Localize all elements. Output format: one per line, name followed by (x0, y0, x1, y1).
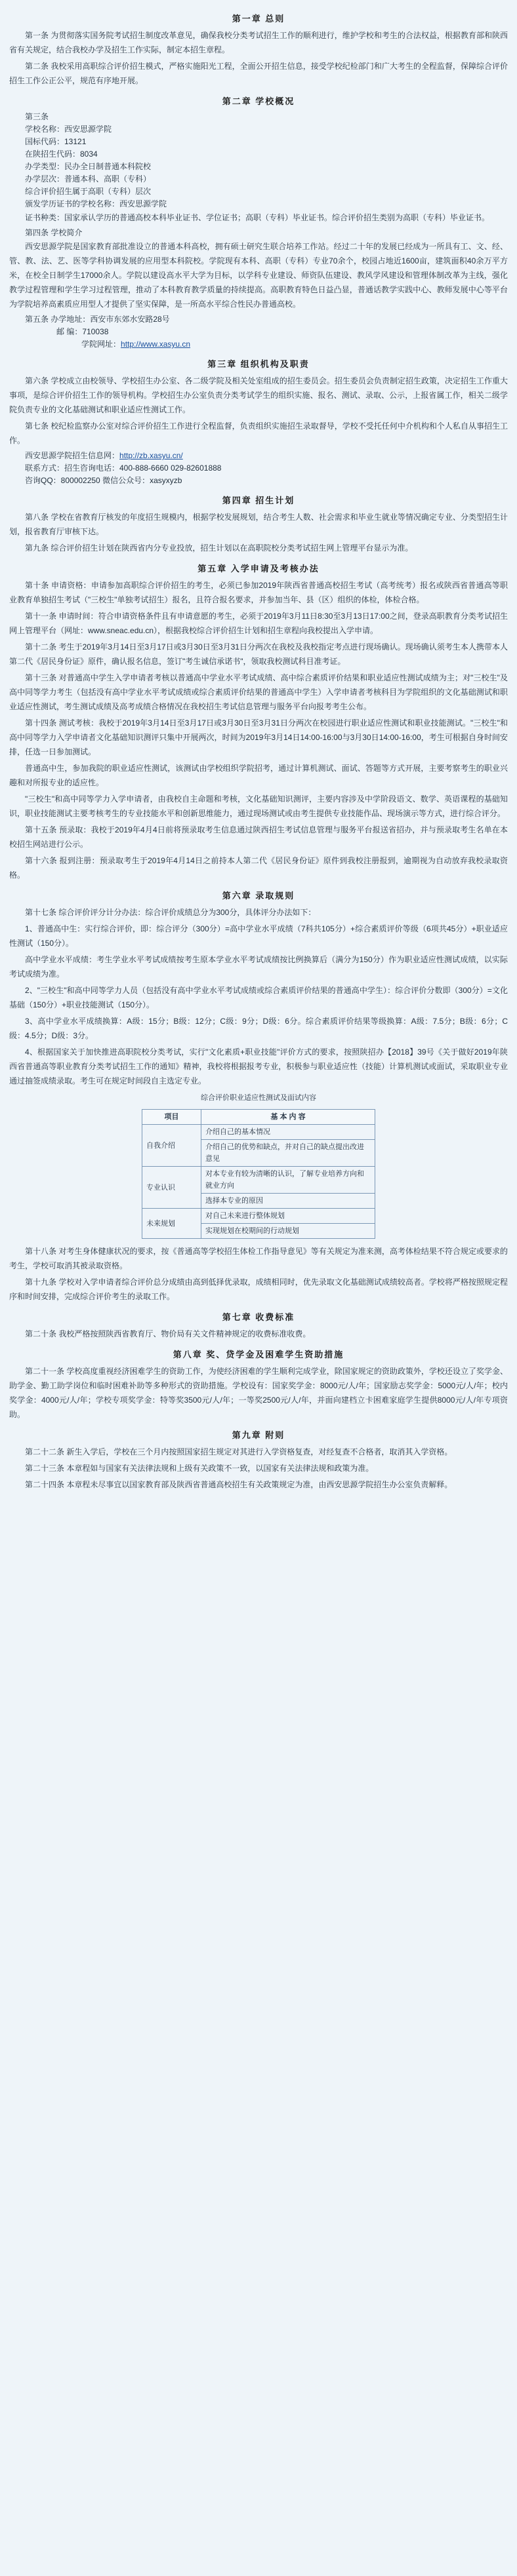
article-11: 第十一条 申请时间：符合申请资格条件且有申请意愿的考生，必须于2019年3月11日8:30至3月13日17:00之间，登录高职教育分类考试招生网上管理平台（网址：www.sneac.edu.cn），根据我校综合评价招生计划和招生章程向我校提出入学申请。 (9, 612, 508, 635)
table-header: 项目 (142, 1110, 201, 1125)
table-cell: 自我介绍 (142, 1125, 201, 1167)
article-16: 第十六条 报到注册：预录取考生于2019年4月14日之前持本人第二代《居民身份证》原件到我校注册报到，逾期视为自动放弃我校录取资格。 (9, 856, 508, 880)
table-cell: 实现规划在校期间的行动规划 (201, 1224, 375, 1239)
info-line: 西安思源学院招生信息网：http://zb.xasyu.cn/ (25, 451, 183, 460)
info-line: 咨询QQ：800002250 微信公众号：xasyxyzb (25, 476, 182, 485)
article-7: 第七条 校纪检监察办公室对综合评价招生工作进行全程监督，负责组织实施招生录取督导，学校不受托任何中介机构和个人私自从事招生工作。 (9, 421, 508, 445)
chapter-title: 第三章 组织机构及职责 (207, 359, 310, 369)
article-14-c: "三校生"和高中同等学力入学申请者，由我校自主命题和考核，文化基础知识测评，主要内容涉及中学阶段语文、数学、英语课程的基础知识，职业技能测试主要考核考生的专业技能水平和创新思维能力，通过现场测试或由考生提供专业技能作品、现场演示等方式，进行综合评分。 (9, 794, 508, 818)
certificate-text: 证书种类：国家承认学历的普通高校本科毕业证书、学位证书；高职（专科）毕业证书。综合评价招生类别为高职（专科）毕业证书。 (25, 213, 490, 222)
table-cell: 对自己未来进行整体规划 (201, 1209, 375, 1224)
website: 学院网址：http://www.xasyu.cn (81, 340, 191, 349)
chapter-title: 第四章 招生计划 (222, 496, 295, 505)
article-17-c: 高中学业水平成绩：考生学业水平考试成绩按考生原本学业水平考试成绩按比例换算后（满分为150分）作为职业适应性测试成绩，以实际考试成绩为准。 (9, 955, 508, 979)
table-cell: 对本专业有较为清晰的认识，了解专业培养方向和就业方向 (201, 1167, 375, 1194)
interview-table (142, 1109, 375, 1239)
article-17-e: 3、高中学业水平成绩换算：A级：15分；B级：12分；C级：9分；D级：6分。综合素质评价结果等级换算：A级：7.5分；B级：6分；C级：4.5分；D级：3分。 (9, 1017, 508, 1040)
article-19: 第十九条 学校对入学申请者综合评价总分成绩由高到低择优录取，成绩相同时，优先录取文化基础测试成绩较高者。学校将严格按照规定程序和时间安排，完成综合评价考生的录取工作。 (9, 1278, 508, 1301)
table-header: 基 本 内 容 (201, 1110, 375, 1125)
article-14: 第十四条 测试考核：我校于2019年3月14日至3月17日或3月30日至3月31日分两次在校园进行职业适应性测试和职业技能测试。"三校生"和高中同等学力入学申请者文化基础知识测评只集中开展两次，时间为2019年3月14日14:00-16:00与3月30日14:00-16:00，考生可根据自身时间安排，任选一日参加测试。 (9, 718, 508, 756)
chapter-title: 第二章 学校概况 (222, 96, 295, 106)
article-15: 第十五条 预录取：我校于2019年4月4日前将预录取考生信息通过陕西招生考试信息管理与服务平台报送省招办，并与预录取考生名单在本校招生网站进行公示。 (9, 825, 508, 849)
table-caption: 综合评价职业适应性测试及面试内容 (201, 1094, 316, 1102)
table-cell: 专业认识 (142, 1167, 201, 1209)
article-21: 第二十一条 学校高度重视经济困难学生的资助工作，为使经济困难的学生顺利完成学业，除国家规定的资助政策外，学校还设立了奖学金、助学金、勤工助学岗位和临时困难补助等多种形式的资助措施。学校设有：国家奖学金：8000元/人/年；国家励志奖学金：5000元/人/年；校内奖学金：4000元/人/年；学校专项奖学金：特等奖3500元/人/年；一等奖2500元/人/年，并面向建档立卡困难家庭学生提供8000元/人/年专项资助。 (9, 1367, 508, 1419)
article-23: 第二十三条 本章程如与国家有关法律法规和上级有关政策不一致，以国家有关法律法规和政策为准。 (25, 1464, 374, 1473)
chapter-title: 第八章 奖、贷学金及困难学生资助措施 (173, 1350, 344, 1359)
article-1: 第一条 为贯彻落实国务院考试招生制度改革意见，确保我校分类考试招生工作的顺利进行，维护学校和考生的合法权益，根据教育部和陕西省有关规定，结合我校办学及招生工作实际，制定本招生章程。 (9, 31, 508, 54)
info-line: 在陕招生代码：8034 (25, 149, 98, 159)
school-intro: 西安思源学院是国家教育部批准设立的普通本科高校，拥有硕士研究生联合培养工作站。经过二十年的发展已经成为一所具有工、文、经、管、教、法、艺、医等学科协调发展的应用型本科院校。学院现有本科、高职（专科）专业70余个，校园占地近1600亩，建筑面积40余万平方米，在校全日制学生17000余人。学院以建设高水平大学为目标，以学科专业建设、师资队伍建设、教风学风建设和管理体制改革为主线，强化教学过程管理和学生学习过程管理，推动了本科教育教学质量的持续提高。高职教育特色日益凸显，普通话教学实践中心、教师发展中心等平台为学院培养高素质应用型人才提供了坚实保障，是一所高水平综合性民办普通高校。 (9, 242, 508, 309)
chapter-title: 第六章 录取规则 (222, 891, 295, 901)
info-line: 学校名称：西安思源学院 (25, 125, 112, 134)
website-link[interactable]: http://www.xasyu.cn (121, 340, 191, 349)
info-line: 国标代码：13121 (25, 137, 87, 146)
info-line: 第四条 学校简介 (25, 228, 83, 237)
info-line: 颁发学历证书的学校名称：西安思源学院 (25, 199, 167, 208)
chapter-title: 第九章 附则 (232, 1430, 285, 1440)
info-line: 联系方式：招生咨询电话：400-888-6660 029-82601888 (25, 463, 222, 473)
article-17: 第十七条 综合评价评分计分办法：综合评价成绩总分为300分，具体评分办法如下： (25, 908, 316, 917)
article-24: 第二十四条 本章程未尽事宜以国家教育部及陕西省普通高校招生有关政策规定为准，由西安思源学院招生办公室负责解释。 (25, 1480, 453, 1489)
info-line: 办学层次：普通本科、高职（专科） (25, 174, 152, 184)
chapter-title: 第七章 收费标准 (222, 1312, 295, 1322)
article-10: 第十条 申请资格：申请参加高职综合评价招生的考生，必须已参加2019年陕西省普通高校招生考试（高考统考）报名或陕西省普通高等职业教育单独招生考试（"三校生"单独考试招生）报名，且符合报名要求，并参加当年、县（区）组织的体检，体检合格。 (9, 581, 508, 604)
article-20: 第二十条 我校严格按照陕西省教育厅、物价局有关文件精神规定的收费标准收费。 (25, 1329, 311, 1338)
table-cell: 介绍自己的基本情况 (201, 1125, 375, 1140)
mall-link[interactable]: http://zb.xasyu.cn/ (119, 451, 183, 460)
article-12: 第十二条 考生于2019年3月14日至3月17日或3月30日至3月31日分两次在我校及我校指定考点进行现场确认。现场确认须考生本人携带本人第二代《居民身份证》原件，确认报名信息，签订"考生诚信承诺书"，领取我校测试科目准考证。 (9, 642, 508, 666)
article-8: 第八条 学校在省教育厅核发的年度招生规模内，根据学校发展规划，结合考生人数、社会需求和毕业生就业等情况确定专业、分类型招生计划，报省教育厅审核下达。 (9, 513, 508, 536)
article-22: 第二十二条 新生入学后，学校在三个月内按照国家招生规定对其进行入学资格复查，对经复查不合格者，取消其入学资格。 (25, 1447, 453, 1456)
table-cell: 未来规划 (142, 1209, 201, 1239)
table-cell: 选择本专业的原因 (201, 1194, 375, 1209)
article-2: 第二条 我校采用高职综合评价招生模式，严格实施阳光工程，全面公开招生信息，接受学校纪检部门和广大考生的全程监督，保障综合评价招生工作公正公平，规范有序地开展。 (9, 62, 508, 85)
info-line: 办学类型：民办全日制普通本科院校 (25, 162, 152, 171)
article-17-b: 1、普通高中生：实行综合评价，即：综合评分（300分）=高中学业水平成绩（7科共105分）+综合素质评价等级（6项共45分）+职业适应性测试（150分）。 (9, 924, 508, 948)
article-6: 第六条 学校成立由校领导、学校招生办公室、各二级学院及相关处室组成的招生委员会。招生委员会负责制定招生政策，决定招生工作重大事项，是综合评价招生工作的领导机构。学校招生办公室负责分类考试学生的组织实施、报名、测试、录取、公示，上报省属工作，相关二级学院负责专业的文化基础测试和职业适应性测试工作。 (9, 376, 508, 414)
article-17-d: 2、"三校生"和高中同等学力人员（包括没有高中学业水平考试成绩或综合素质评价结果的普通高中学生）：综合评价分数即（300分）=文化基础（150分）+职业技能测试（150分）。 (9, 986, 508, 1009)
chapter-title: 第五章 入学申请及考核办法 (197, 564, 320, 574)
article-18: 第十八条 对考生身体健康状况的要求，按《普通高等学校招生体检工作指导意见》等有关规定为准来测，高考体检结果不符合规定或要求的考生，学校可取消其被录取资格。 (9, 1247, 508, 1270)
article-13: 第十三条 对普通高中学生入学申请者考核以普通高中学业水平考试成绩、高中综合素质评价结果和职业适应性测试成绩为主；对"三校生"及高中同等学力考生（包括没有高中学业水平考试成绩或综合素质评价结果的普通高中学生）入学申请者考核科目为学院组织的文化基础测试和职业适应性测试，考生测试成绩及高考成绩合格情况在我校招生考试信息管理与服务平台向报考考生公布。 (9, 673, 508, 711)
info-line: 第五条 办学地址：西安市东郊水安路28号 (25, 315, 170, 324)
article-9: 第九条 综合评价招生计划在陕西省内分专业投放，招生计划以在高职院校分类考试招生网上管理平台显示为准。 (25, 543, 413, 553)
postcode: 邮 编：710038 (56, 327, 109, 336)
table-cell: 介绍自己的优势和缺点，并对自己的缺点提出改进意见 (201, 1140, 375, 1167)
chapter-title: 第一章 总则 (232, 14, 285, 24)
info-line: 综合评价招生属于高职（专科）层次 (25, 187, 152, 196)
article-14-b: 普通高中生，参加我院的职业适应性测试，该测试由学校组织学院招考，通过计算机测试、面试、答题等方式开展，主要考察考生的职业兴趣和对所报专业的适应性。 (9, 764, 508, 787)
article-17-f: 4、根据国家关于加快推进高职院校分类考试，实行"文化素质+职业技能"评价方式的要求，按照陕招办【2018】39号《关于做好2019年陕西省普通高等职业教育分类考试招生工作的通知》精神，我校将根据报考专业，积极参与职业适应性（技能）计算机测试或面试，采取职业专业通过抽签成绩录取。考生可在规定时间段自主选定专业。 (9, 1047, 508, 1085)
info-line: 第三条 (25, 112, 49, 121)
